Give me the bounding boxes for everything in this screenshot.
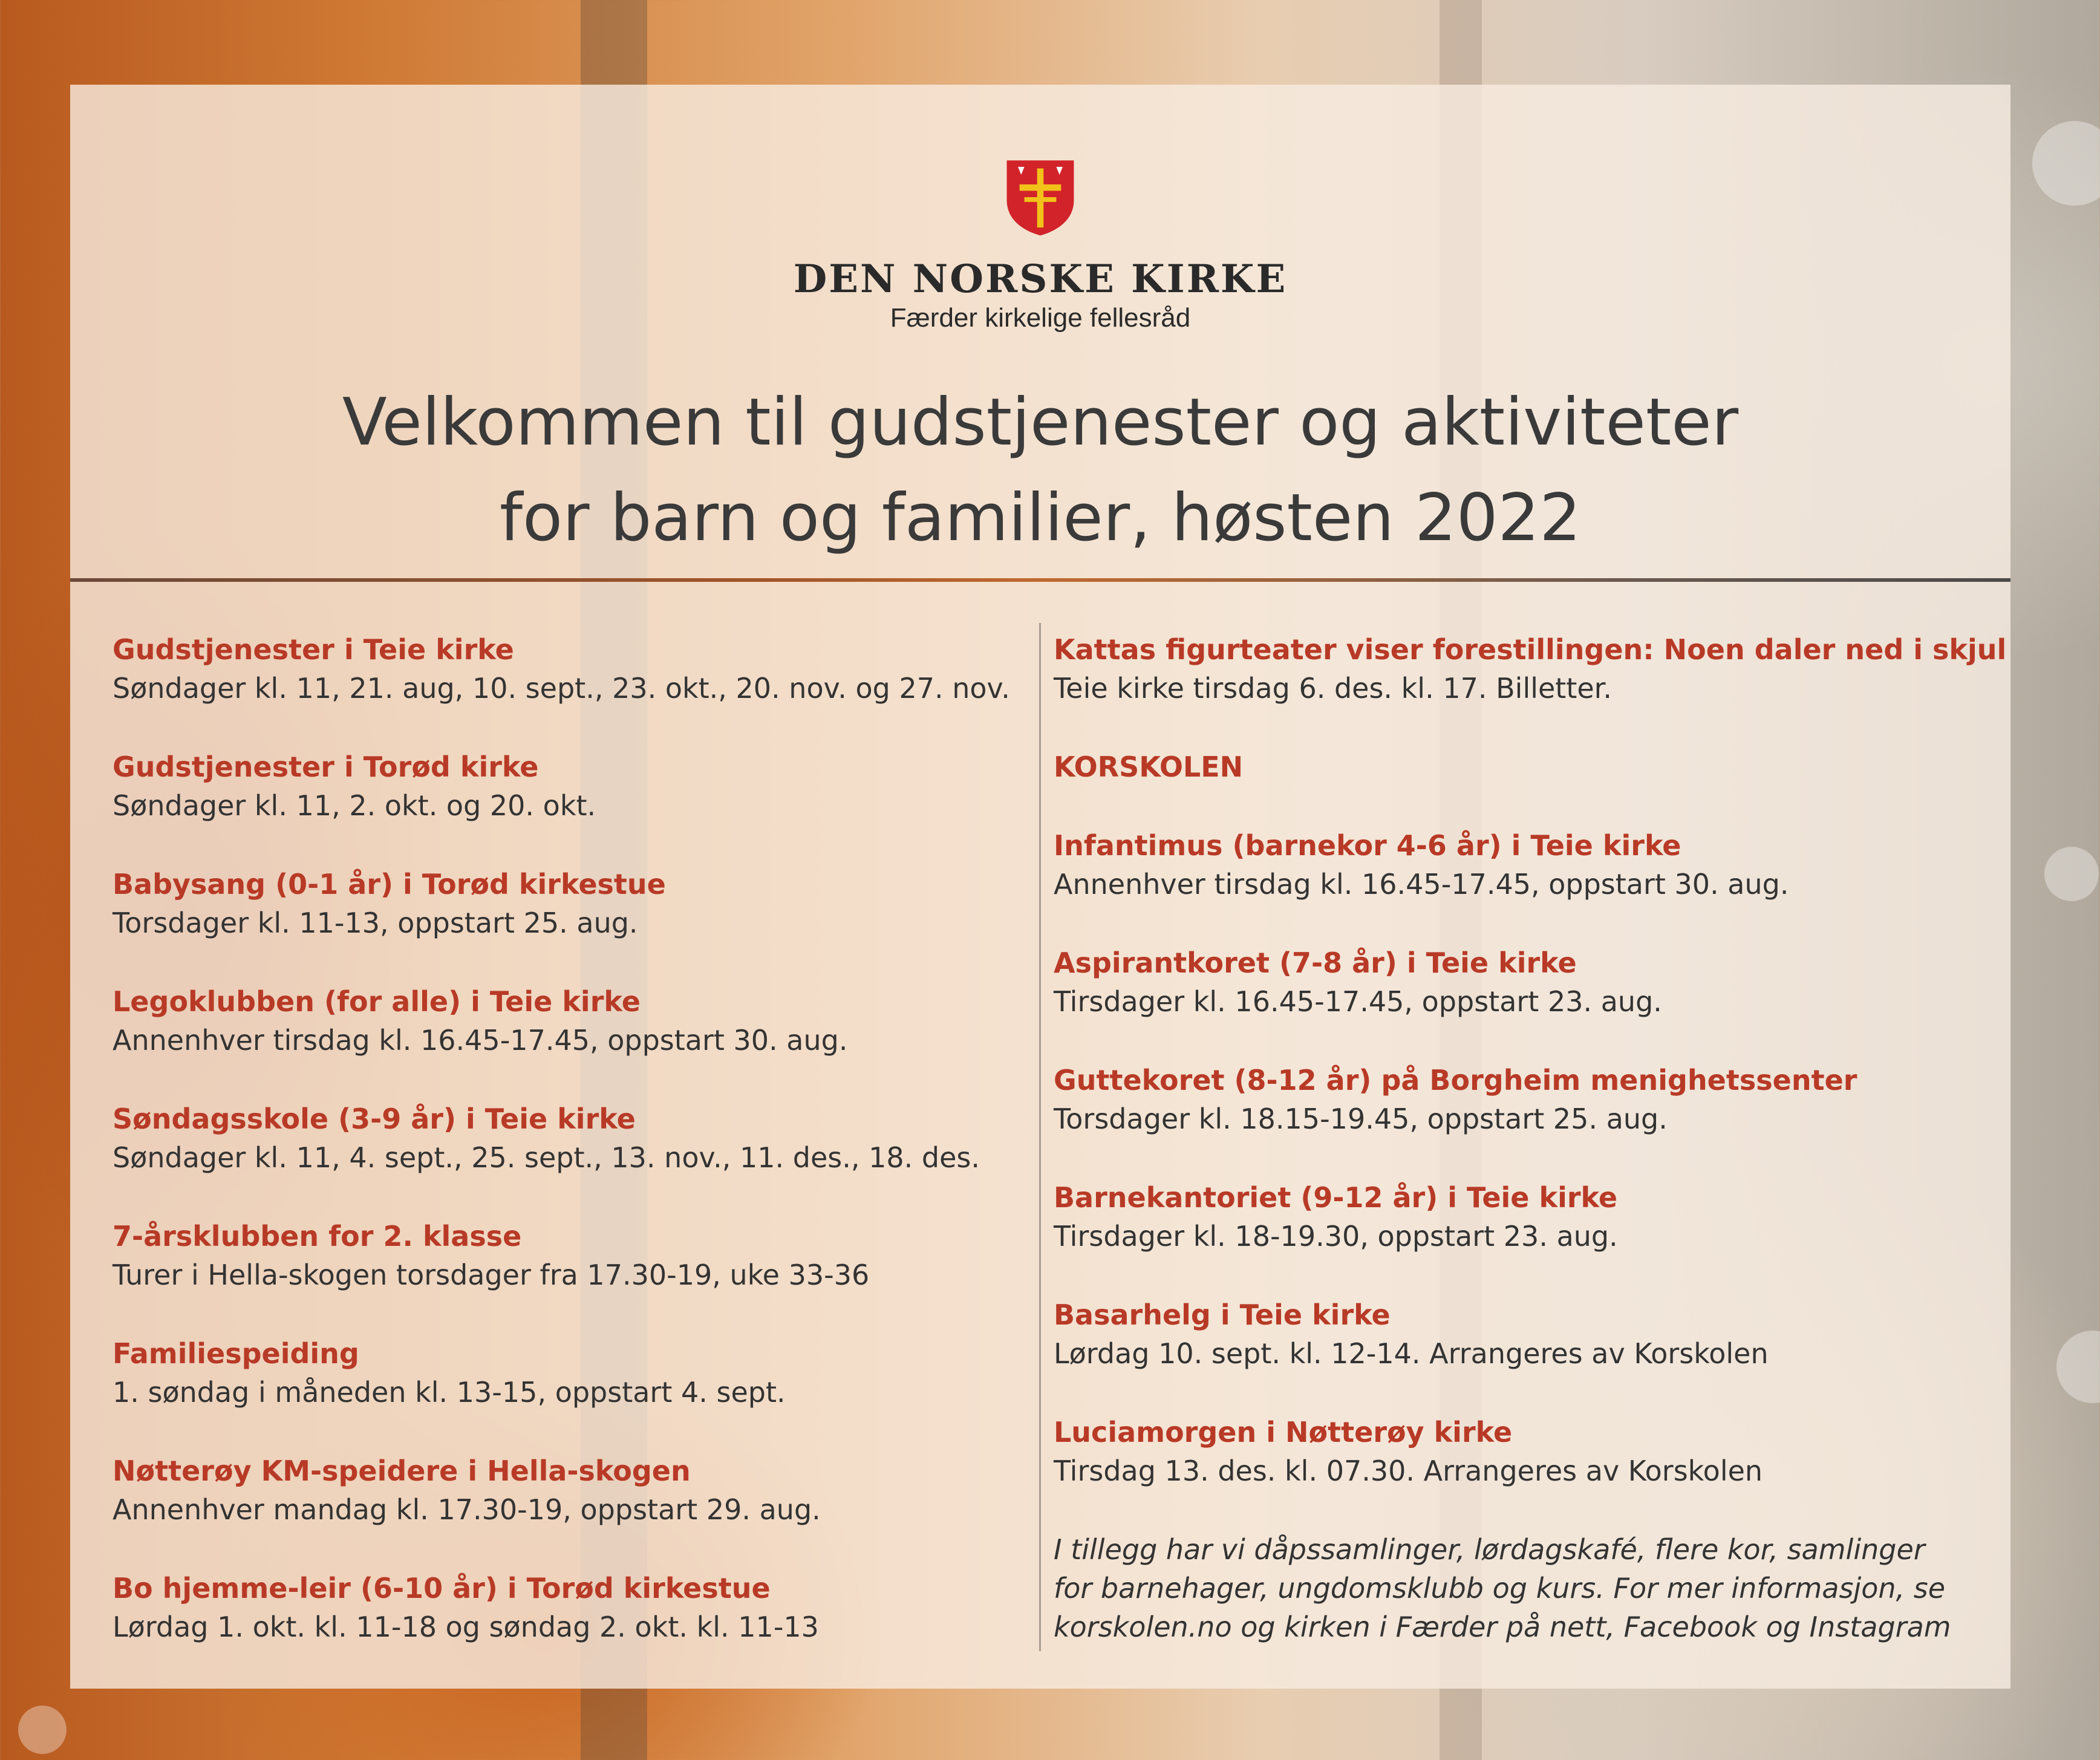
info-note [1054,1530,1997,1646]
activity-item [1054,1413,1997,1490]
page-title-line: Velkommen til gudstjenester og aktiviteter [342,385,1739,460]
background-bokeh [2056,1331,2100,1403]
activity-item [1054,630,2007,708]
activity-details: Søndager kl. 11, 2. okt. og 20. okt. [112,789,596,822]
info-note-line: for barnehager, ungdomsklubb og kurs. For mer informasjon, se [1054,1572,1946,1605]
activity-item [112,1334,1020,1412]
background-bokeh [18,1706,67,1754]
page-title [70,375,2010,566]
activity-details: Tirsdag 13. des. kl. 07.30. Arrangeres av Korskolen [1054,1455,1763,1487]
church-shield-icon [1000,157,1080,237]
activity-item [112,630,1020,708]
activity-item [112,1452,1020,1529]
activity-details: Lørdag 10. sept. kl. 12-14. Arrangeres av Korskolen [1054,1337,1769,1370]
activity-title: Gudstjenester i Torød kirke [112,751,539,783]
activity-item [112,1569,1020,1646]
activity-details: 1. søndag i måneden kl. 13-15, oppstart 4. sept. [112,1376,786,1409]
activity-item [112,865,1020,942]
activity-details: Søndager kl. 11, 21. aug, 10. sept., 23. okt., 20. nov. og 27. nov. [112,672,1010,705]
activity-item [112,1100,1020,1177]
activity-details: Annenhver mandag kl. 17.30-19, oppstart 29. aug. [112,1493,821,1526]
activity-details: Annenhver tirsdag kl. 16.45-17.45, oppstart 30. aug. [1054,868,1789,901]
activity-title: Legoklubben (for alle) i Teie kirke [112,985,641,1018]
activity-title: Basarhelg i Teie kirke [1054,1299,1391,1331]
info-note-line: I tillegg har vi dåpssamlinger, lørdagskafé, flere kor, samlinger [1054,1533,1925,1566]
activity-details: Lørdag 1. okt. kl. 11-18 og søndag 2. okt. kl. 11-13 [112,1611,819,1643]
activity-title: Aspirantkoret (7-8 år) i Teie kirke [1054,947,1577,979]
activity-details: Turer i Hella-skogen torsdager fra 17.30-19, uke 33-36 [112,1259,870,1291]
header-divider [70,578,2010,582]
activity-item [112,748,1020,825]
left-column [112,630,1020,1686]
activity-details: Søndager kl. 11, 4. sept., 25. sept., 13. nov., 11. des., 18. des. [112,1141,980,1174]
activity-title: Familiespeiding [112,1337,359,1370]
column-divider [1039,623,1041,1651]
background-bokeh [2044,847,2099,901]
activity-title: Søndagsskole (3-9 år) i Teie kirke [112,1103,636,1135]
org-name: DEN NORSKE KIRKE [793,256,1288,302]
content-panel [70,85,2010,1689]
activity-title: Luciamorgen i Nøtterøy kirke [1054,1416,1513,1449]
logo-block [70,157,2010,333]
activity-details: Teie kirke tirsdag 6. des. kl. 17. Billetter. [1054,672,1612,705]
activity-title: Kattas figurteater viser forestillingen: Noen daler ned i skjul [1054,633,2007,666]
activity-item [112,982,1020,1060]
activity-item [1054,1061,1997,1138]
activity-item [1054,944,1997,1021]
activity-title: Babysang (0-1 år) i Torød kirkestue [112,868,666,901]
activity-details: Annenhver tirsdag kl. 16.45-17.45, oppstart 30. aug. [112,1024,848,1057]
activity-title: Gudstjenester i Teie kirke [112,633,514,666]
activity-details: Torsdager kl. 18.15-19.45, oppstart 25. aug. [1054,1103,1668,1135]
activity-title: Guttekoret (8-12 år) på Borgheim menighetssenter [1054,1064,1857,1097]
activity-title: Nøtterøy KM-speidere i Hella-skogen [112,1455,691,1487]
activity-title: Bo hjemme-leir (6-10 år) i Torød kirkestue [112,1572,771,1605]
activity-item [112,1217,1020,1294]
activity-item [1054,1178,1997,1256]
activity-item [1054,1296,1997,1373]
background-bokeh [2032,121,2100,206]
org-subtitle: Færder kirkelige fellesråd [890,303,1191,333]
section-heading: KORSKOLEN [1054,751,1244,783]
page-title-line: for barn og familier, høsten 2022 [500,480,1581,556]
activity-item [1054,826,1997,904]
info-note-line: korskolen.no og kirken i Færder på nett, Facebook og Instagram [1054,1611,1951,1643]
activity-details: Tirsdager kl. 18-19.30, oppstart 23. aug. [1054,1220,1618,1253]
right-column [1054,630,2007,1646]
activity-title: 7-årsklubben for 2. klasse [112,1220,522,1253]
activity-title: Infantimus (barnekor 4-6 år) i Teie kirke [1054,829,1681,862]
activity-title: Barnekantoriet (9-12 år) i Teie kirke [1054,1181,1618,1214]
activity-details: Torsdager kl. 11-13, oppstart 25. aug. [112,907,638,939]
activity-details: Tirsdager kl. 16.45-17.45, oppstart 23. aug. [1054,985,1662,1018]
